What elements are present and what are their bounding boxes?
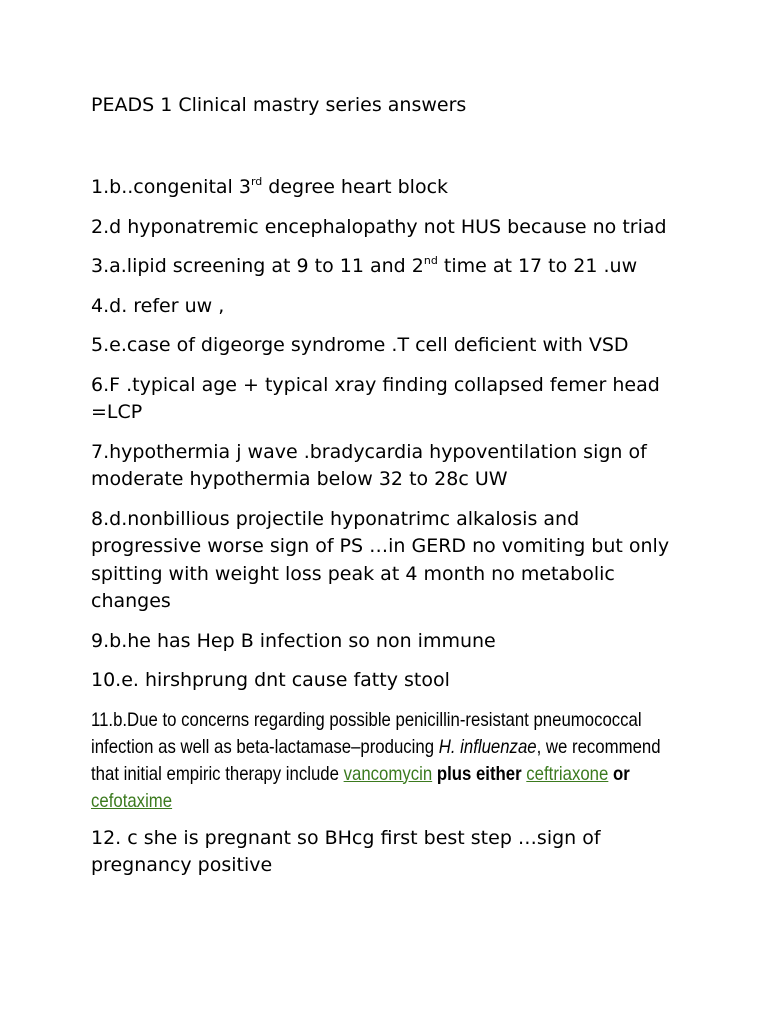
- cefotaxime-link[interactable]: cefotaxime: [91, 789, 173, 812]
- answer-9: 9.b.he has Hep B infection so non immune: [91, 629, 496, 652]
- ceftriaxone-link[interactable]: ceftriaxone: [526, 762, 609, 785]
- answer-3-text: 3.a.lipid screening at 9 to 11 and 2: [91, 255, 424, 277]
- answer-7: 7.hypothermia j wave .bradycardia hypoventilation sign of moderate hypothermia below 32 to 28c UW: [91, 440, 647, 490]
- answer-11-text-2: , we recommend that initial empiric therapy include: [91, 735, 661, 785]
- answer-1: [91, 174, 691, 202]
- document-page: [91, 92, 691, 892]
- vancomycin-link[interactable]: vancomycin: [343, 762, 433, 785]
- answer-11-bold-plus-either: plus either: [432, 762, 527, 785]
- answer-11-bold-or: or: [608, 762, 630, 785]
- answer-3: [91, 253, 691, 281]
- answer-11-italic: H. influenzae: [438, 735, 537, 758]
- answer-8: 8.d.nonbillious projectile hyponatrimc alkalosis and progressive worse sign of PS …in GERD no vomiting but only spitting with weight loss peak at 4 month no metabolic changes: [91, 507, 670, 612]
- answer-4: 4.d. refer uw ,: [91, 294, 225, 317]
- document-title: PEADS 1 Clinical mastry series answers: [91, 94, 467, 116]
- answer-12: 12. c she is pregnant so BHcg first best step …sign of pregnancy positive: [91, 826, 601, 876]
- answer-1-text-end: degree heart block: [262, 176, 449, 198]
- answer-3-text-end: time at 17 to 21 .uw: [437, 255, 638, 277]
- answer-5: 5.e.case of digeorge syndrome .T cell deficient with VSD: [91, 334, 629, 356]
- answer-10: 10.e. hirshprung dnt cause fatty stool: [91, 669, 450, 691]
- answer-2: 2.d hyponatremic encephalopathy not HUS because no triad: [91, 215, 667, 238]
- answer-6: 6.F .typical age + typical xray finding collapsed femer head =LCP: [91, 373, 660, 423]
- answer-3-superscript: nd: [423, 254, 438, 267]
- answer-11-text: 11.b.Due to concerns regarding possible penicillin-resistant pneumococcal infection as well as beta-lactamase–producing: [91, 708, 642, 758]
- answer-1-text: 1.b..congenital 3: [91, 176, 251, 198]
- answer-11: [91, 707, 684, 815]
- answer-1-superscript: rd: [250, 175, 263, 188]
